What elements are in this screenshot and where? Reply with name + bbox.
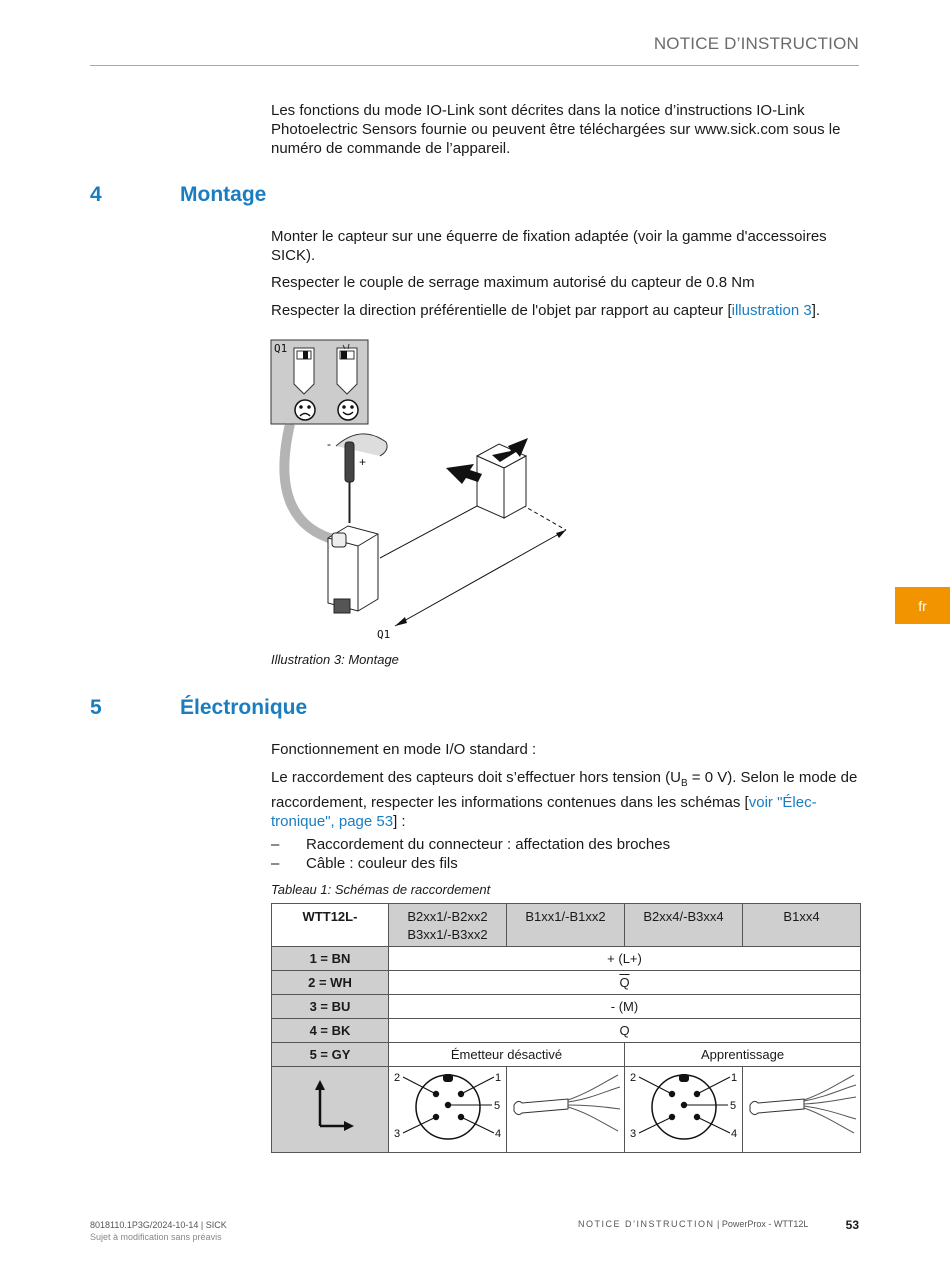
footer-title-caps: NOTICE D’INSTRUCTION: [578, 1219, 715, 1229]
cable-icon: [508, 1067, 624, 1149]
pin-cell: 1 = BN: [272, 947, 389, 971]
language-tab[interactable]: fr: [895, 587, 950, 624]
bullet-text: Raccordement du connecteur : affectation des broches: [306, 836, 671, 853]
sad-face-icon: [295, 400, 315, 420]
arrowhead: [395, 617, 407, 626]
section-title: Montage: [180, 183, 267, 206]
footer-left: [90, 1219, 227, 1243]
inset-label: Q1: [274, 342, 288, 355]
section-number: 4: [90, 183, 102, 206]
plus-label: +: [359, 455, 367, 469]
paragraph-text: Le raccordement des capteurs doit s’effectuer hors tension (U: [271, 769, 681, 786]
paragraph-text: ] :: [393, 813, 406, 830]
table-header-cell: WTT12L-: [272, 904, 389, 947]
pin-cell: 4 = BK: [272, 1019, 389, 1043]
table-row: [272, 1019, 861, 1043]
montage-illustration: [270, 338, 580, 648]
pin-cell: 3 = BU: [272, 995, 389, 1019]
cable-icon: [744, 1067, 860, 1149]
document-id: 8018110.1P3G/2024-10-14 | SICK: [90, 1220, 227, 1230]
pin-label: 1: [494, 1072, 501, 1084]
section-link[interactable]: voir "Électronique", page 53: [271, 794, 817, 830]
paragraph-text: ].: [811, 302, 821, 319]
table-caption: Tableau 1: Schémas de raccordement: [271, 882, 491, 897]
connector-cell: [625, 1067, 743, 1153]
pin-label: 5: [729, 1100, 736, 1112]
connector-cell: [389, 1067, 507, 1153]
header-line: B3xx1/-B3xx2: [407, 927, 488, 942]
minus-label: -: [327, 437, 331, 451]
table-header-cell: [389, 904, 507, 947]
cable-cell: [507, 1067, 625, 1153]
pin-label: 5: [493, 1100, 500, 1112]
connection-table: [271, 903, 861, 1153]
happy-face-icon: [338, 400, 358, 420]
axis-cell: [272, 1067, 389, 1153]
rotate-arrow-icon: [336, 434, 387, 456]
table-row: [272, 971, 861, 995]
pin-label: 4: [730, 1128, 737, 1140]
connector-pinout-icon: [390, 1067, 506, 1149]
illustration-link[interactable]: illustration 3: [731, 302, 812, 319]
header-rule: [90, 65, 859, 66]
table-row: [272, 947, 861, 971]
value-cell: Apprentissage: [625, 1043, 861, 1067]
value-cell: [389, 971, 861, 995]
distance-line: [395, 530, 566, 626]
page-number: 53: [845, 1218, 859, 1232]
electronics-paragraph-2: [271, 768, 861, 831]
q-bar-text: $\overline{Q}$: [619, 975, 630, 990]
montage-paragraph-1: Monter le capteur sur une équerre de fixation adaptée (voir la gamme d'accessoires SICK).: [271, 228, 827, 264]
intro-paragraph: Les fonctions du mode IO-Link sont décrites dans la notice d’instructions IO-Link Photoelectric Sensors fournie ou peuvent être téléchargées sur www.sick.com sous le numéro de commande de l’appareil.: [271, 102, 841, 157]
pin-label: 4: [494, 1128, 501, 1140]
footer-title-rest: | PowerProx - WTT12L: [714, 1219, 809, 1229]
cable-cell: [743, 1067, 861, 1153]
table-header-cell: B2xx4/-B3xx4: [625, 904, 743, 947]
paragraph-text: = 0 V). Selon le mode de raccordement, respecter les informations contenues dans les schémas [: [271, 769, 858, 811]
figure-caption: Illustration 3: Montage: [271, 652, 399, 667]
section-number: 5: [90, 696, 102, 719]
table-row: [272, 1043, 861, 1067]
paragraph-text: Respecter la direction préférentielle de l'objet par rapport au capteur [: [271, 302, 732, 319]
arrowhead: [556, 530, 566, 538]
led-on-icon: [337, 344, 357, 394]
value-cell: Émetteur désactivé: [389, 1043, 625, 1067]
pin-cell: 2 = WH: [272, 971, 389, 995]
screwdriver-icon: [345, 442, 354, 523]
bullet-text: Câble : couleur des fils: [306, 855, 458, 872]
output-label: Q1: [377, 628, 391, 641]
montage-paragraph-2: Respecter le couple de serrage maximum autorisé du capteur de 0.8 Nm: [271, 274, 755, 291]
pin-label: 3: [629, 1128, 636, 1140]
table-row: [272, 995, 861, 1019]
value-cell: - (M): [389, 995, 861, 1019]
pin-label: 3: [393, 1128, 400, 1140]
sensor-icon: [328, 526, 378, 613]
pin-label: 2: [629, 1072, 636, 1084]
subscript: B: [680, 778, 688, 789]
table-header-cell: B1xx1/-B1xx2: [507, 904, 625, 947]
bullet-dash: –: [271, 836, 280, 853]
table-header-row: [272, 904, 861, 947]
montage-paragraph-3: [271, 301, 861, 320]
footer-title: [578, 1219, 808, 1229]
pin-label: 1: [730, 1072, 737, 1084]
diagram-row: [272, 1067, 861, 1153]
section-title: Électronique: [180, 696, 308, 719]
value-cell: + (L+): [389, 947, 861, 971]
footer-note: Sujet à modification sans préavis: [90, 1232, 222, 1242]
pin-label: 2: [393, 1072, 400, 1084]
value-cell: Q: [389, 1019, 861, 1043]
led-off-icon: [294, 348, 314, 394]
header-line: B2xx1/-B2xx2: [407, 909, 488, 924]
bullet-dash: –: [271, 855, 280, 872]
connector-pinout-icon: [626, 1067, 742, 1149]
pin-cell: 5 = GY: [272, 1043, 389, 1067]
electronics-paragraph-1: Fonctionnement en mode I/O standard :: [271, 741, 537, 758]
beam-line: [380, 498, 492, 558]
axis-icon: [300, 1078, 360, 1138]
table-header-cell: B1xx4: [743, 904, 861, 947]
running-header: NOTICE D’INSTRUCTION: [653, 34, 859, 53]
